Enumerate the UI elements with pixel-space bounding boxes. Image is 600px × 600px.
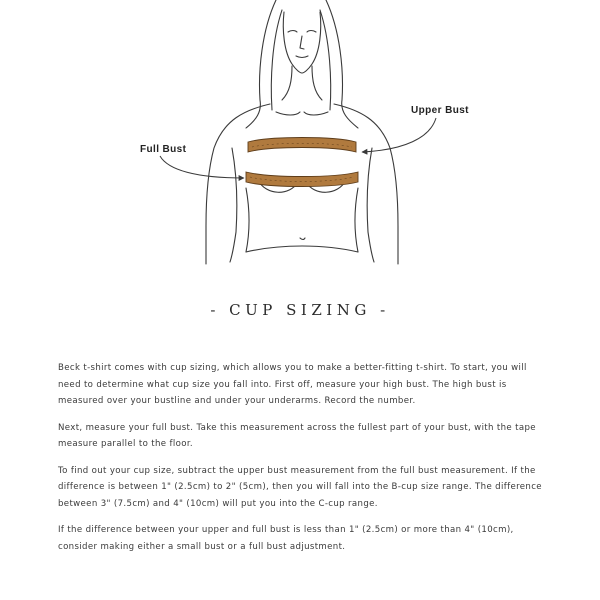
hair-strand [320,10,331,110]
neck-right [312,66,322,100]
upper-bust-arrow [362,118,436,152]
eye-right [307,31,316,33]
mouth [296,56,308,58]
clavicle-left [276,112,300,115]
right-side [367,148,374,262]
waist-left [246,188,249,252]
left-side [230,148,237,262]
full-bust-arrow [160,156,244,178]
upper-bust-label: Upper Bust [411,105,469,116]
eye-left [288,31,297,33]
hair-outline-right [326,0,358,128]
full-bust-label: Full Bust [140,144,187,155]
section-title: - CUP SIZING - [210,301,390,319]
hair-strand [271,10,282,110]
face-outline [283,12,320,73]
waist-right [355,188,358,252]
paragraph-full-bust: Next, measure your full bust. Take this measurement across the fullest part of your bust, with the tape measure parallel to the floor. [58,422,536,449]
instructions-body [58,360,548,565]
upper-bust-tape [248,138,356,153]
full-bust-tape [246,172,358,187]
paragraph-cup-size: To find out your cup size, subtract the upper bust measurement from the full bust measurement. If the difference is between 1" (2.5cm) to 2" (5cm), then you will fall into the B-cup size range. The difference between 3" (7.5cm) and 4" (10cm) will put you into the C-cup range. [58,465,542,509]
waistband [246,246,358,252]
paragraph-adjustment: If the difference between your upper and full bust is less than 1" (2.5cm) or more than 4" (10cm), consider making either a small bust or a full bust adjustment. [58,525,514,552]
neck-left [282,66,292,100]
bust-measurement-diagram [0,0,600,270]
paragraph-intro: Beck t-shirt comes with cup sizing, which allows you to make a better-fitting t-shirt. To start, you will need to determine what cup size you fall into. First off, measure your high bust. The high bust is measured over your bustline and under your underarms. Record the number. [58,363,527,406]
clavicle-right [304,112,328,115]
nose [300,36,304,49]
navel [300,238,305,240]
